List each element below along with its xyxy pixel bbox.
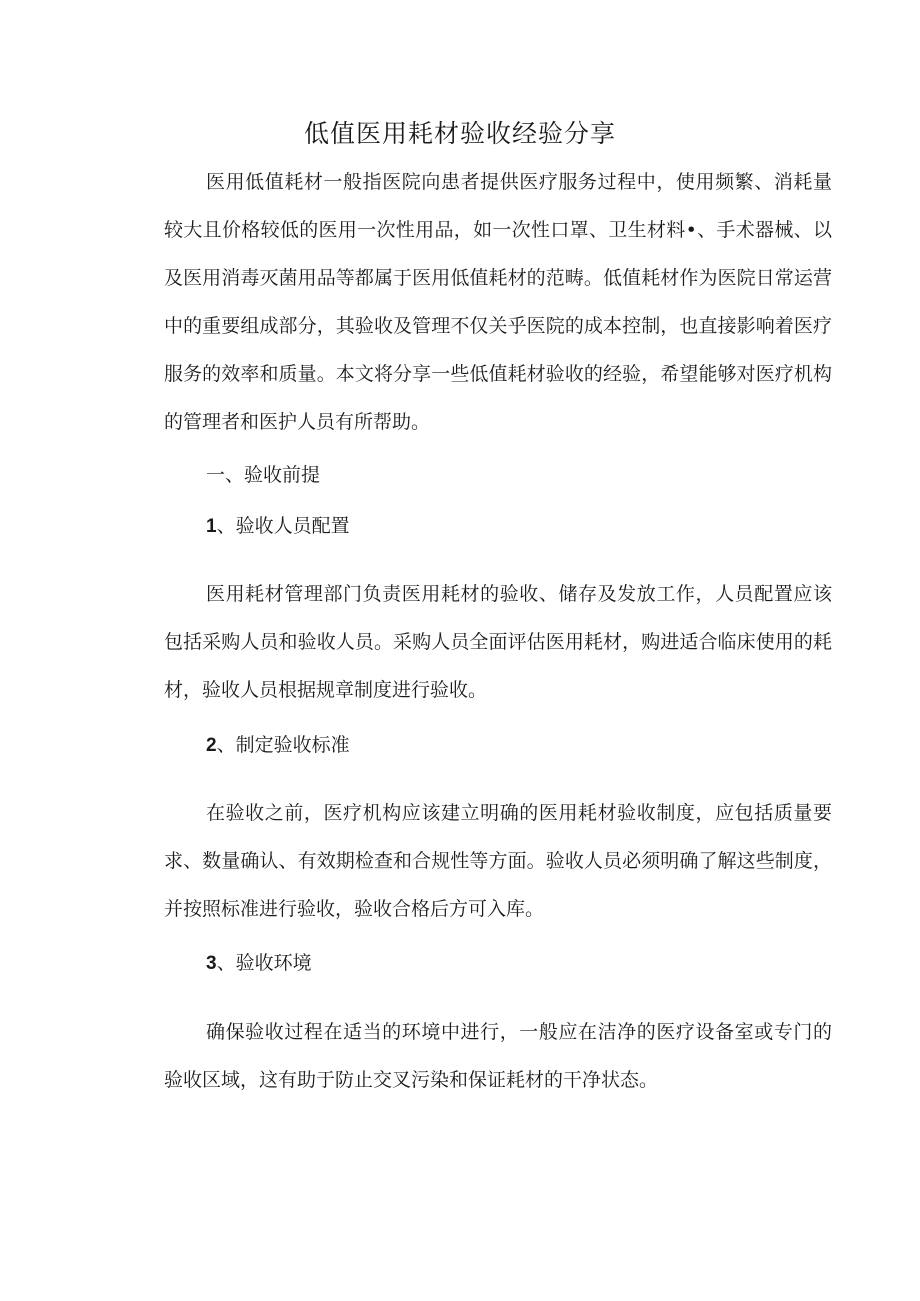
section-heading-acceptance-prerequisites: 一、验收前提	[206, 464, 321, 486]
item-number: 3	[206, 953, 217, 974]
document-title: 低值医用耗材验收经验分享	[303, 119, 616, 148]
item-paragraph-standards: 在验收之前，医疗机构应该建立明确的医用耗材验收制度，应包括质量要求、数量确认、有效期检查和合规性等方面。验收人员必须明确了解这些制度，并按照标准进行验收，验收合格后方可入库。	[164, 802, 832, 920]
item-heading-environment	[206, 948, 312, 979]
item-number: 2	[206, 735, 217, 756]
item-heading-text: 、验收环境	[216, 952, 312, 974]
item-number: 1	[206, 516, 217, 537]
item-heading-text: 、验收人员配置	[216, 515, 350, 537]
item-heading-standards	[206, 730, 350, 761]
intro-paragraph: 医用低值耗材一般指医院向患者提供医疗服务过程中，使用频繁、消耗量较大且价格较低的医用一次性用品，如一次性口罩、卫生材料•、手术器械、以及医用消毒灭菌用品等都属于医用低值耗材的范畴。低值耗材作为医院日常运营中的重要组成部分，其验收及管理不仅关乎医院的成本控制，也直接影响着医疗服务的效率和质量。本文将分享一些低值耗材验收的经验，希望能够对医疗机构的管理者和医护人员有所帮助。	[164, 171, 832, 433]
item-heading-staff	[206, 511, 350, 542]
item-paragraph-environment: 确保验收过程在适当的环境中进行，一般应在洁净的医疗设备室或专门的验收区域，这有助于防止交叉污染和保证耗材的干净状态。	[164, 1021, 832, 1091]
item-paragraph-staff: 医用耗材管理部门负责医用耗材的验收、储存及发放工作，人员配置应该包括采购人员和验收人员。采购人员全面评估医用耗材，购进适合临床使用的耗材，验收人员根据规章制度进行验收。	[164, 583, 832, 701]
item-heading-text: 、制定验收标准	[216, 734, 350, 756]
